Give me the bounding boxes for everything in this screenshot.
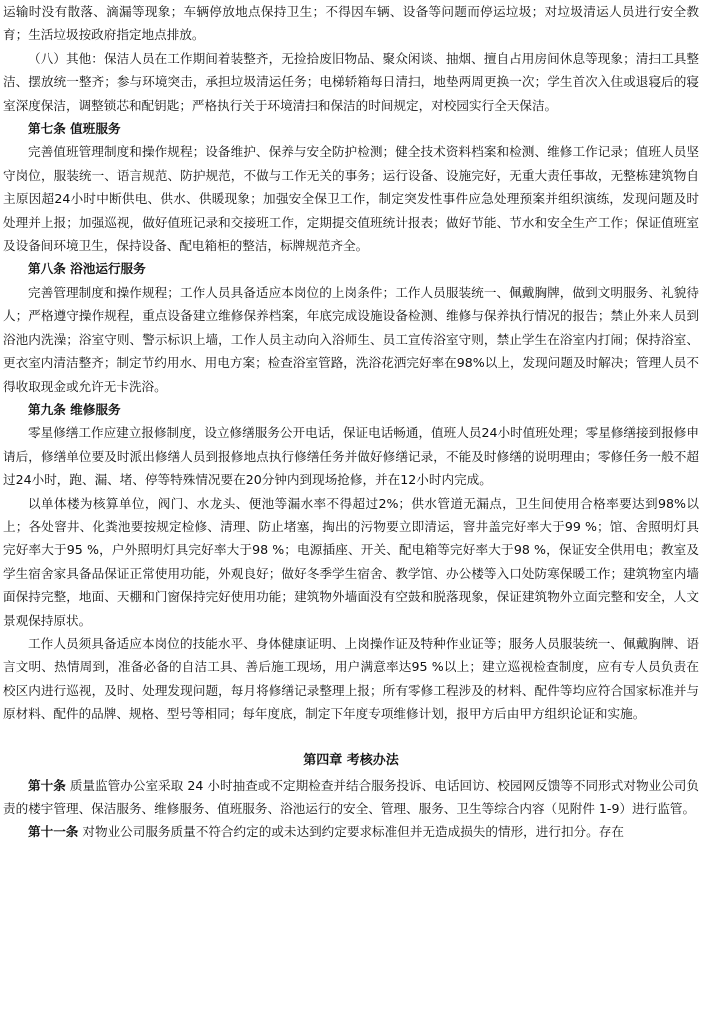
paragraph-other-cleaning: （八）其他：保洁人员在工作期间着装整齐，无捡拾废旧物品、聚众闲谈、抽烟、擅自占用房间休息等现象；清扫工具整洁、摆放统一整齐；参与环境突击，承担垃圾清运任务；电梯轿箱每日清扫，地垫两周更换一次；学生首次入住或退寝后的寝室深度保洁，调整锁芯和配钥匙；严格执行关于环境清扫和保洁的时间规定，对校园实行全天保洁。 [3, 50, 699, 113]
paragraph-repair-staff: 工作人员须具备适应本岗位的技能水平、身体健康证明、上岗操作证及特种作业证等；服务人员服装统一、佩戴胸牌、语言文明、热情周到，准备必备的自洁工具、善后施工现场，用户满意率达95 %以上；建立巡视检查制度，应有专人员负责在校区内进行巡视，及时、处理发现问题，每月将修缮记录整理上报；所有零修工程涉及的材料、配件等均应符合国家标准并与原材料、配件的品牌、规格、型号等相同；每年度底，制定下年度专项维修计划，报甲方后由甲方组织论证和实施。 [3, 635, 699, 722]
article-7-heading: 第七条 值班服务 [28, 121, 121, 137]
article-11-label: 第十一条 [28, 824, 79, 840]
article-11 [3, 820, 699, 843]
paragraph-repair-standards: 以单体楼为核算单位，阀门、水龙头、便池等漏水率不得超过2%；供水管道无漏点，卫生间使用合格率要达到98%以上；各处窨井、化粪池要按规定检修、清理、防止堵塞，掏出的污物要立即清运，窨井盖完好率大于99 %；馆、舍照明灯具完好率大于95 %，户外照明灯具完好率大于98 %；电源插座、开关、配电箱等完好率大于98 %，保证安全供用电；教室及学生宿舍家具备品保证正常使用功能，外观良好；做好冬季学生宿舍、教学馆、办公楼等入口处防寒保暖工作；建筑物室内墙面保持完整，地面、天棚和门窗保持完好使用功能；建筑物外墙面没有空鼓和脱落现象，保证建筑物外立面完整和安全，人文景观保持原状。 [3, 495, 699, 628]
article-8-heading: 第八条 浴池运行服务 [28, 261, 146, 277]
paragraph-garbage-transport: 运输时没有散落、滴漏等现象；车辆停放地点保持卫生；不得因车辆、设备等问题而停运垃圾；对垃圾清运人员进行安全教育；生活垃圾按政府指定地点排放。 [3, 4, 699, 43]
article-10-label: 第十条 [28, 777, 66, 793]
article-10-text: 质量监管办公室采取 24 小时抽查或不定期检查并结合服务投诉、电话回访、校园网反馈等不同形式对物业公司负责的楼宇管理、保洁服务、维修服务、值班服务、浴池运行的安全、管理、服务、卫生等综合内容（见附件 1-9）进行监管。 [3, 777, 699, 816]
article-9-heading: 第九条 维修服务 [28, 401, 121, 417]
paragraph-repair-process: 零星修缮工作应建立报修制度，设立修缮服务公开电话，保证电话畅通，值班人员24小时值班处理；零星修缮接到报修申请后，修缮单位要及时派出修缮人员到报修地点执行修缮任务并做好修缮记录，不能及时修缮的说明理由；零修任务一般不超过24小时，跑、漏、堵、停等特殊情况要在20分钟内到现场抢修，并在12小时内完成。 [3, 425, 699, 488]
article-11-text: 对物业公司服务质量不符合约定的或未达到约定要求标准但并无造成损失的情形，进行扣分。存在 [78, 824, 624, 840]
paragraph-duty-service: 完善值班管理制度和操作规程；设备维护、保养与安全防护检测；健全技术资料档案和检测、维修工作记录；值班人员坚守岗位，服装统一、语言规范、防护规范，不做与工作无关的事务；运行设备、设施完好，无重大责任事故，无整栋建筑物自主原因超24小时中断供电、供水、供暖现象；加强安全保卫工作，制定突发性事件应急处理预案并组织演练，发现问题及时处理并上报；加强巡视，做好值班记录和交接班工作，定期提交值班统计报表；做好节能、节水和安全生产工作；保证值班室及设备间环境卫生，保持设备、配电箱柜的整洁，标牌规范齐全。 [3, 144, 699, 254]
article-10 [3, 774, 699, 821]
chapter-4-title: 第四章 考核办法 [303, 752, 399, 768]
paragraph-bath-service: 完善管理制度和操作规程；工作人员具备适应本岗位的上岗条件；工作人员服装统一、佩戴胸牌，做到文明服务、礼貌待人；严格遵守操作规程，重点设备建立维修保养档案，年底完成设施设备检测、维修与保养执行情况的报告；禁止外来人员到浴池内洗澡；浴室守则、警示标识上墙，工作人员主动向入浴师生、员工宣传浴室守则，禁止学生在浴室内打闹；保持浴室、更衣室内清洁整齐；制定节约用水、用电方案；检查浴室管路，洗浴花洒完好率在98%以上，发现问题及时解决；管理人员不得收取现金或允许无卡洗浴。 [3, 284, 699, 394]
